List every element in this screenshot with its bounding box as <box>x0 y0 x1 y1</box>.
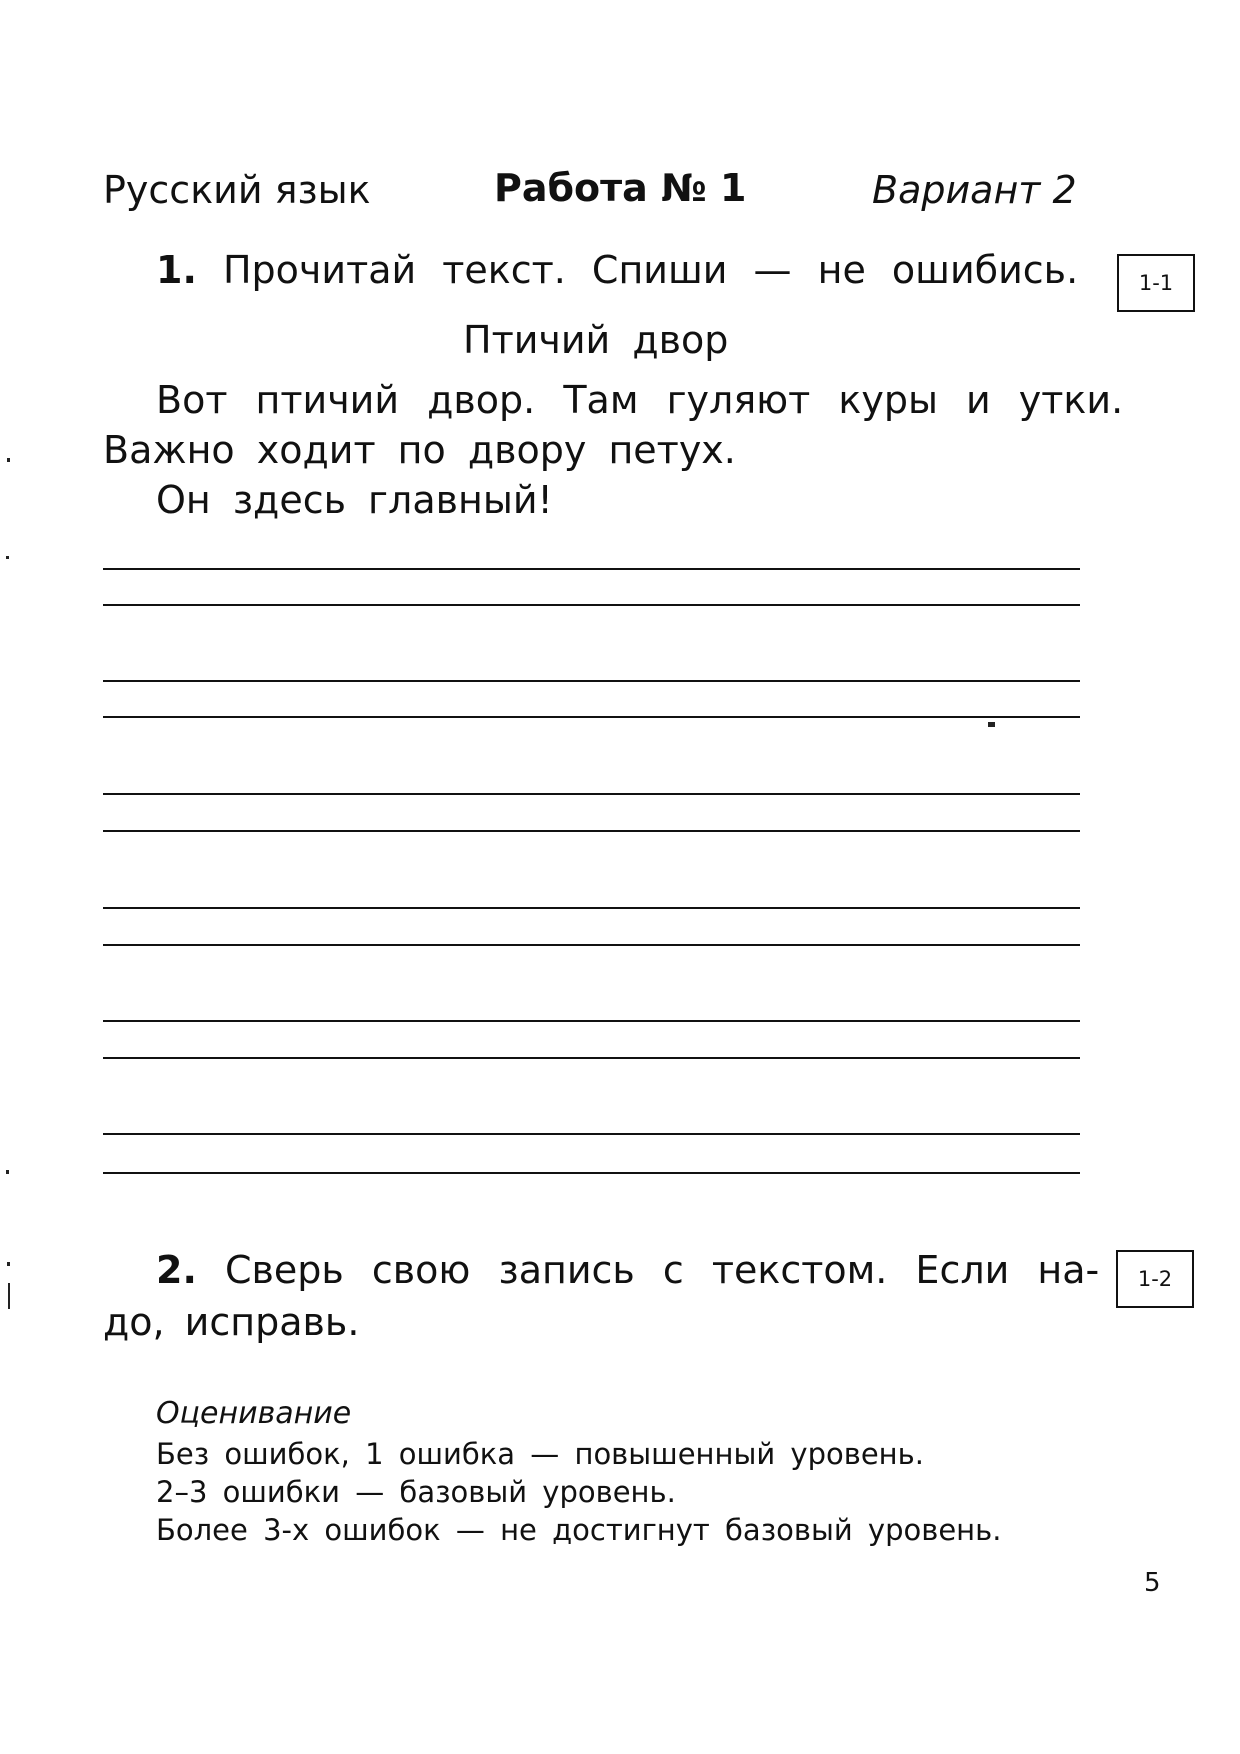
writing-line[interactable] <box>103 830 1080 832</box>
writing-line[interactable] <box>103 1057 1080 1059</box>
grading-line: Без ошибок, 1 ошибка — повышенный уровень. <box>156 1437 924 1471</box>
task-2-instruction <box>156 1248 1099 1292</box>
task-1-instruction <box>156 248 1078 292</box>
writing-line[interactable] <box>103 944 1080 946</box>
subject-title: Русский язык <box>103 168 371 212</box>
writing-line[interactable] <box>103 604 1080 606</box>
story-line: Важно ходит по двору петух. <box>103 428 736 472</box>
writing-line[interactable] <box>103 680 1080 682</box>
scan-speck <box>6 556 9 559</box>
grading-title: Оценивание <box>156 1396 352 1431</box>
task-2-number: 2. <box>156 1248 197 1292</box>
task-1-code-box: 1-1 <box>1117 254 1195 312</box>
work-title: Работа № 1 <box>494 166 747 210</box>
task-2-instruction-cont: до, исправь. <box>103 1300 360 1344</box>
writing-line[interactable] <box>103 907 1080 909</box>
task-1-text: Прочитай текст. Спиши — не ошибись. <box>222 248 1079 292</box>
scan-speck <box>988 722 995 727</box>
page-number: 5 <box>1144 1568 1161 1598</box>
writing-line[interactable] <box>103 716 1080 718</box>
scan-speck <box>6 1170 9 1174</box>
writing-line[interactable] <box>103 793 1080 795</box>
scan-speck <box>8 1283 10 1309</box>
scan-speck <box>7 458 10 462</box>
story-line: Вот птичий двор. Там гуляют куры и утки. <box>156 378 1124 422</box>
grading-line: 2–3 ошибки — базовый уровень. <box>156 1475 676 1509</box>
story-line: Он здесь главный! <box>156 478 553 522</box>
variant-label: Вариант 2 <box>872 168 1077 212</box>
writing-line[interactable] <box>103 1172 1080 1174</box>
story-title: Птичий двор <box>463 318 729 362</box>
writing-line[interactable] <box>103 1020 1080 1022</box>
grading-line: Более 3-х ошибок — не достигнут базовый уровень. <box>156 1513 1002 1547</box>
task-2-code-box: 1-2 <box>1116 1250 1194 1308</box>
scan-speck <box>7 1262 10 1266</box>
writing-line[interactable] <box>103 1133 1080 1135</box>
task-1-number: 1. <box>156 248 197 292</box>
writing-line[interactable] <box>103 568 1080 570</box>
task-2-text: Сверь свою запись с текстом. Если на- <box>224 1248 1100 1292</box>
